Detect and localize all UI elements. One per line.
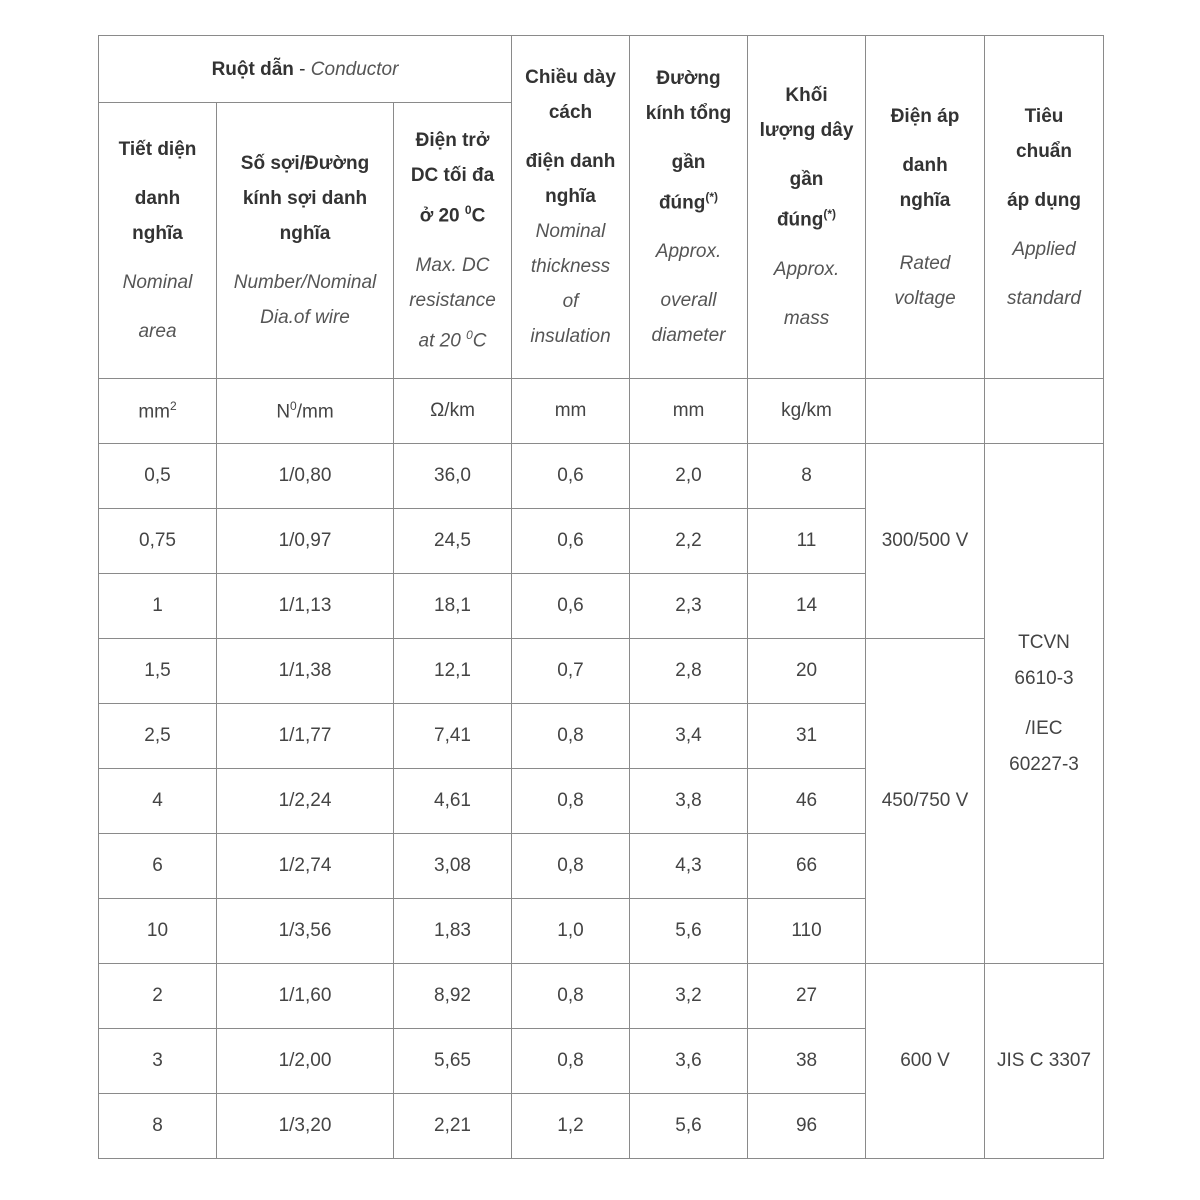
header-resistance (394, 103, 512, 379)
header-standard-vi-2: chuẩn (1016, 140, 1072, 162)
cell-mass: 96 (748, 1094, 866, 1159)
cell-area: 6 (99, 834, 217, 899)
cell-resistance: 7,41 (394, 704, 512, 769)
header-wire-en-2: Dia.of wire (260, 307, 350, 329)
header-diameter-en-2: overall (660, 290, 717, 312)
cell-diameter: 2,0 (630, 444, 748, 509)
header-thickness-en-2: thickness (530, 256, 611, 277)
header-mass-vi-3: gần (789, 169, 824, 191)
header-resistance-degree: 0 (464, 203, 472, 218)
cell-resistance: 36,0 (394, 444, 512, 509)
cell-diameter: 3,8 (630, 769, 748, 834)
header-wire (217, 103, 394, 379)
std-line-3: /IEC (1025, 717, 1063, 739)
cell-wire: 1/2,24 (217, 769, 394, 834)
header-diameter-vi-3: gần (671, 151, 706, 173)
cell-voltage-300-500: 300/500 V (866, 444, 985, 639)
header-standard-en-1: Applied (1012, 238, 1076, 260)
header-diameter (630, 36, 748, 379)
cell-wire: 1/3,56 (217, 899, 394, 964)
conductor-title-vi: Ruột dẫn (211, 58, 294, 80)
cell-thickness: 0,8 (512, 704, 630, 769)
cell-wire: 1/3,20 (217, 1094, 394, 1159)
header-thickness (512, 36, 630, 379)
header-resistance-vi-3: ở 20 (419, 205, 465, 227)
cell-diameter: 2,2 (630, 509, 748, 574)
header-diameter-en-3: diameter (651, 325, 726, 347)
cell-area: 2 (99, 964, 217, 1029)
cell-thickness: 0,7 (512, 639, 630, 704)
header-standard (985, 36, 1104, 379)
cell-thickness: 0,6 (512, 509, 630, 574)
header-standard-vi-1: Tiêu (1024, 105, 1064, 127)
cell-thickness: 0,8 (512, 834, 630, 899)
header-voltage-en-2: voltage (894, 287, 956, 309)
header-wire-vi-1: Số sợi/Đường (240, 153, 370, 175)
conductor-group-header (99, 36, 512, 103)
cell-area: 3 (99, 1029, 217, 1094)
cell-thickness: 0,6 (512, 574, 630, 639)
unit-diameter: mm (630, 379, 748, 444)
cell-thickness: 0,8 (512, 964, 630, 1029)
conductor-title-sep: - (293, 58, 311, 80)
conductor-title-en: Conductor (310, 58, 399, 80)
cell-diameter: 3,6 (630, 1029, 748, 1094)
header-thickness-vi-1: Chiều dày (525, 67, 616, 88)
header-standard-vi-3: áp dụng (1007, 189, 1081, 211)
cell-wire: 1/0,80 (217, 444, 394, 509)
cell-resistance: 8,92 (394, 964, 512, 1029)
cell-resistance: 4,61 (394, 769, 512, 834)
cell-diameter: 2,3 (630, 574, 748, 639)
std-line-4: 60227-3 (1009, 753, 1079, 775)
cell-thickness: 0,8 (512, 769, 630, 834)
unit-standard (985, 379, 1104, 444)
cell-resistance: 12,1 (394, 639, 512, 704)
cell-standard-tcvn (985, 444, 1104, 964)
header-area-vi-3: nghĩa (132, 223, 183, 245)
table-row (99, 964, 1104, 1029)
cell-mass: 38 (748, 1029, 866, 1094)
cell-mass: 31 (748, 704, 866, 769)
cell-area: 0,5 (99, 444, 217, 509)
header-mass-footnote-mark: (*) (823, 207, 837, 222)
cell-mass: 14 (748, 574, 866, 639)
cell-resistance: 5,65 (394, 1029, 512, 1094)
cell-wire: 1/1,13 (217, 574, 394, 639)
header-diameter-vi-2: kính tổng (645, 102, 732, 124)
cell-thickness: 1,0 (512, 899, 630, 964)
header-thickness-en-1: Nominal (535, 221, 606, 242)
header-voltage-vi-3: nghĩa (899, 189, 951, 211)
header-resistance-vi-2: DC tối đa (410, 165, 495, 187)
cell-diameter: 3,2 (630, 964, 748, 1029)
cell-diameter: 5,6 (630, 899, 748, 964)
header-resistance-vi-unit: C (471, 205, 486, 227)
cell-wire: 1/1,77 (217, 704, 394, 769)
header-wire-en-1: Number/Nominal (233, 272, 377, 294)
header-thickness-vi-4: nghĩa (545, 186, 596, 207)
header-standard-en-2: standard (1007, 287, 1081, 309)
header-mass-vi-1: Khối (785, 85, 828, 107)
header-resistance-en-3: at 20 (418, 329, 467, 351)
cell-area: 4 (99, 769, 217, 834)
unit-voltage (866, 379, 985, 444)
cell-diameter: 4,3 (630, 834, 748, 899)
header-thickness-vi-3: điện danh (525, 151, 616, 172)
header-diameter-vi-4: đúng (658, 192, 706, 214)
cable-spec-table (98, 35, 1104, 1159)
cell-voltage-450-750: 450/750 V (866, 639, 985, 964)
cell-area: 1 (99, 574, 217, 639)
cell-resistance: 18,1 (394, 574, 512, 639)
cell-thickness: 1,2 (512, 1094, 630, 1159)
unit-area: $mm^2$ (99, 379, 217, 444)
cell-diameter: 2,8 (630, 639, 748, 704)
header-wire-vi-2: kính sợi danh (242, 188, 368, 210)
cell-resistance: 3,08 (394, 834, 512, 899)
header-resistance-en-1: Max. DC (415, 254, 490, 276)
cell-area: 10 (99, 899, 217, 964)
header-area-vi-1: Tiết diện (118, 139, 197, 161)
cell-area: 8 (99, 1094, 217, 1159)
header-resistance-en-degree: 0 (466, 327, 473, 342)
cell-mass: 66 (748, 834, 866, 899)
table-row (99, 444, 1104, 509)
cell-wire: 1/0,97 (217, 509, 394, 574)
cell-resistance: 24,5 (394, 509, 512, 574)
header-resistance-vi-1: Điện trở (415, 130, 490, 152)
cell-mass: 46 (748, 769, 866, 834)
cell-thickness: 0,8 (512, 1029, 630, 1094)
header-wire-vi-3: nghĩa (279, 223, 331, 245)
cell-wire: 1/2,74 (217, 834, 394, 899)
cell-area: 1,5 (99, 639, 217, 704)
header-voltage-vi-1: Điện áp (890, 105, 960, 127)
header-mass (748, 36, 866, 379)
cell-mass: 11 (748, 509, 866, 574)
cell-area: 0,75 (99, 509, 217, 574)
cell-thickness: 0,6 (512, 444, 630, 509)
cell-diameter: 3,4 (630, 704, 748, 769)
header-mass-en-1: Approx. (773, 258, 840, 280)
header-mass-en-2: mass (783, 307, 830, 329)
header-resistance-en-2: resistance (409, 289, 496, 311)
header-mass-vi-4: đúng (776, 209, 824, 231)
header-diameter-footnote-mark: (*) (705, 189, 719, 204)
cell-standard-jis: JIS C 3307 (985, 964, 1104, 1159)
header-area-vi-2: danh (134, 188, 181, 210)
unit-wire: $N^0/mm$ (217, 379, 394, 444)
header-diameter-vi-1: Đường (656, 67, 721, 89)
cell-wire: 1/2,00 (217, 1029, 394, 1094)
std-line-2: 6610-3 (1014, 667, 1074, 689)
header-voltage-vi-2: danh (902, 154, 948, 176)
cell-wire: 1/1,60 (217, 964, 394, 1029)
header-thickness-vi-2: cách (548, 102, 593, 123)
cell-resistance: 1,83 (394, 899, 512, 964)
cell-area: 2,5 (99, 704, 217, 769)
header-area (99, 103, 217, 379)
table-row (99, 639, 1104, 704)
header-voltage-en-1: Rated (899, 252, 951, 274)
header-mass-vi-2: lượng dây (759, 120, 854, 142)
header-thickness-en-3: of (562, 291, 579, 312)
cell-mass: 27 (748, 964, 866, 1029)
unit-thickness: mm (512, 379, 630, 444)
cell-mass: 8 (748, 444, 866, 509)
header-thickness-en-4: insulation (530, 326, 611, 347)
unit-resistance: Ω/km (394, 379, 512, 444)
cell-diameter: 5,6 (630, 1094, 748, 1159)
units-row (99, 379, 1104, 444)
cell-mass: 20 (748, 639, 866, 704)
header-diameter-en-1: Approx. (655, 241, 722, 263)
std-line-1: TCVN (1018, 631, 1070, 653)
cell-mass: 110 (748, 899, 866, 964)
header-area-en-2: area (138, 321, 177, 343)
header-resistance-en-unit: C (472, 329, 487, 351)
cell-resistance: 2,21 (394, 1094, 512, 1159)
unit-mass: kg/km (748, 379, 866, 444)
header-area-en-1: Nominal (122, 272, 193, 294)
cell-voltage-600: 600 V (866, 964, 985, 1159)
cell-wire: 1/1,38 (217, 639, 394, 704)
header-voltage (866, 36, 985, 379)
